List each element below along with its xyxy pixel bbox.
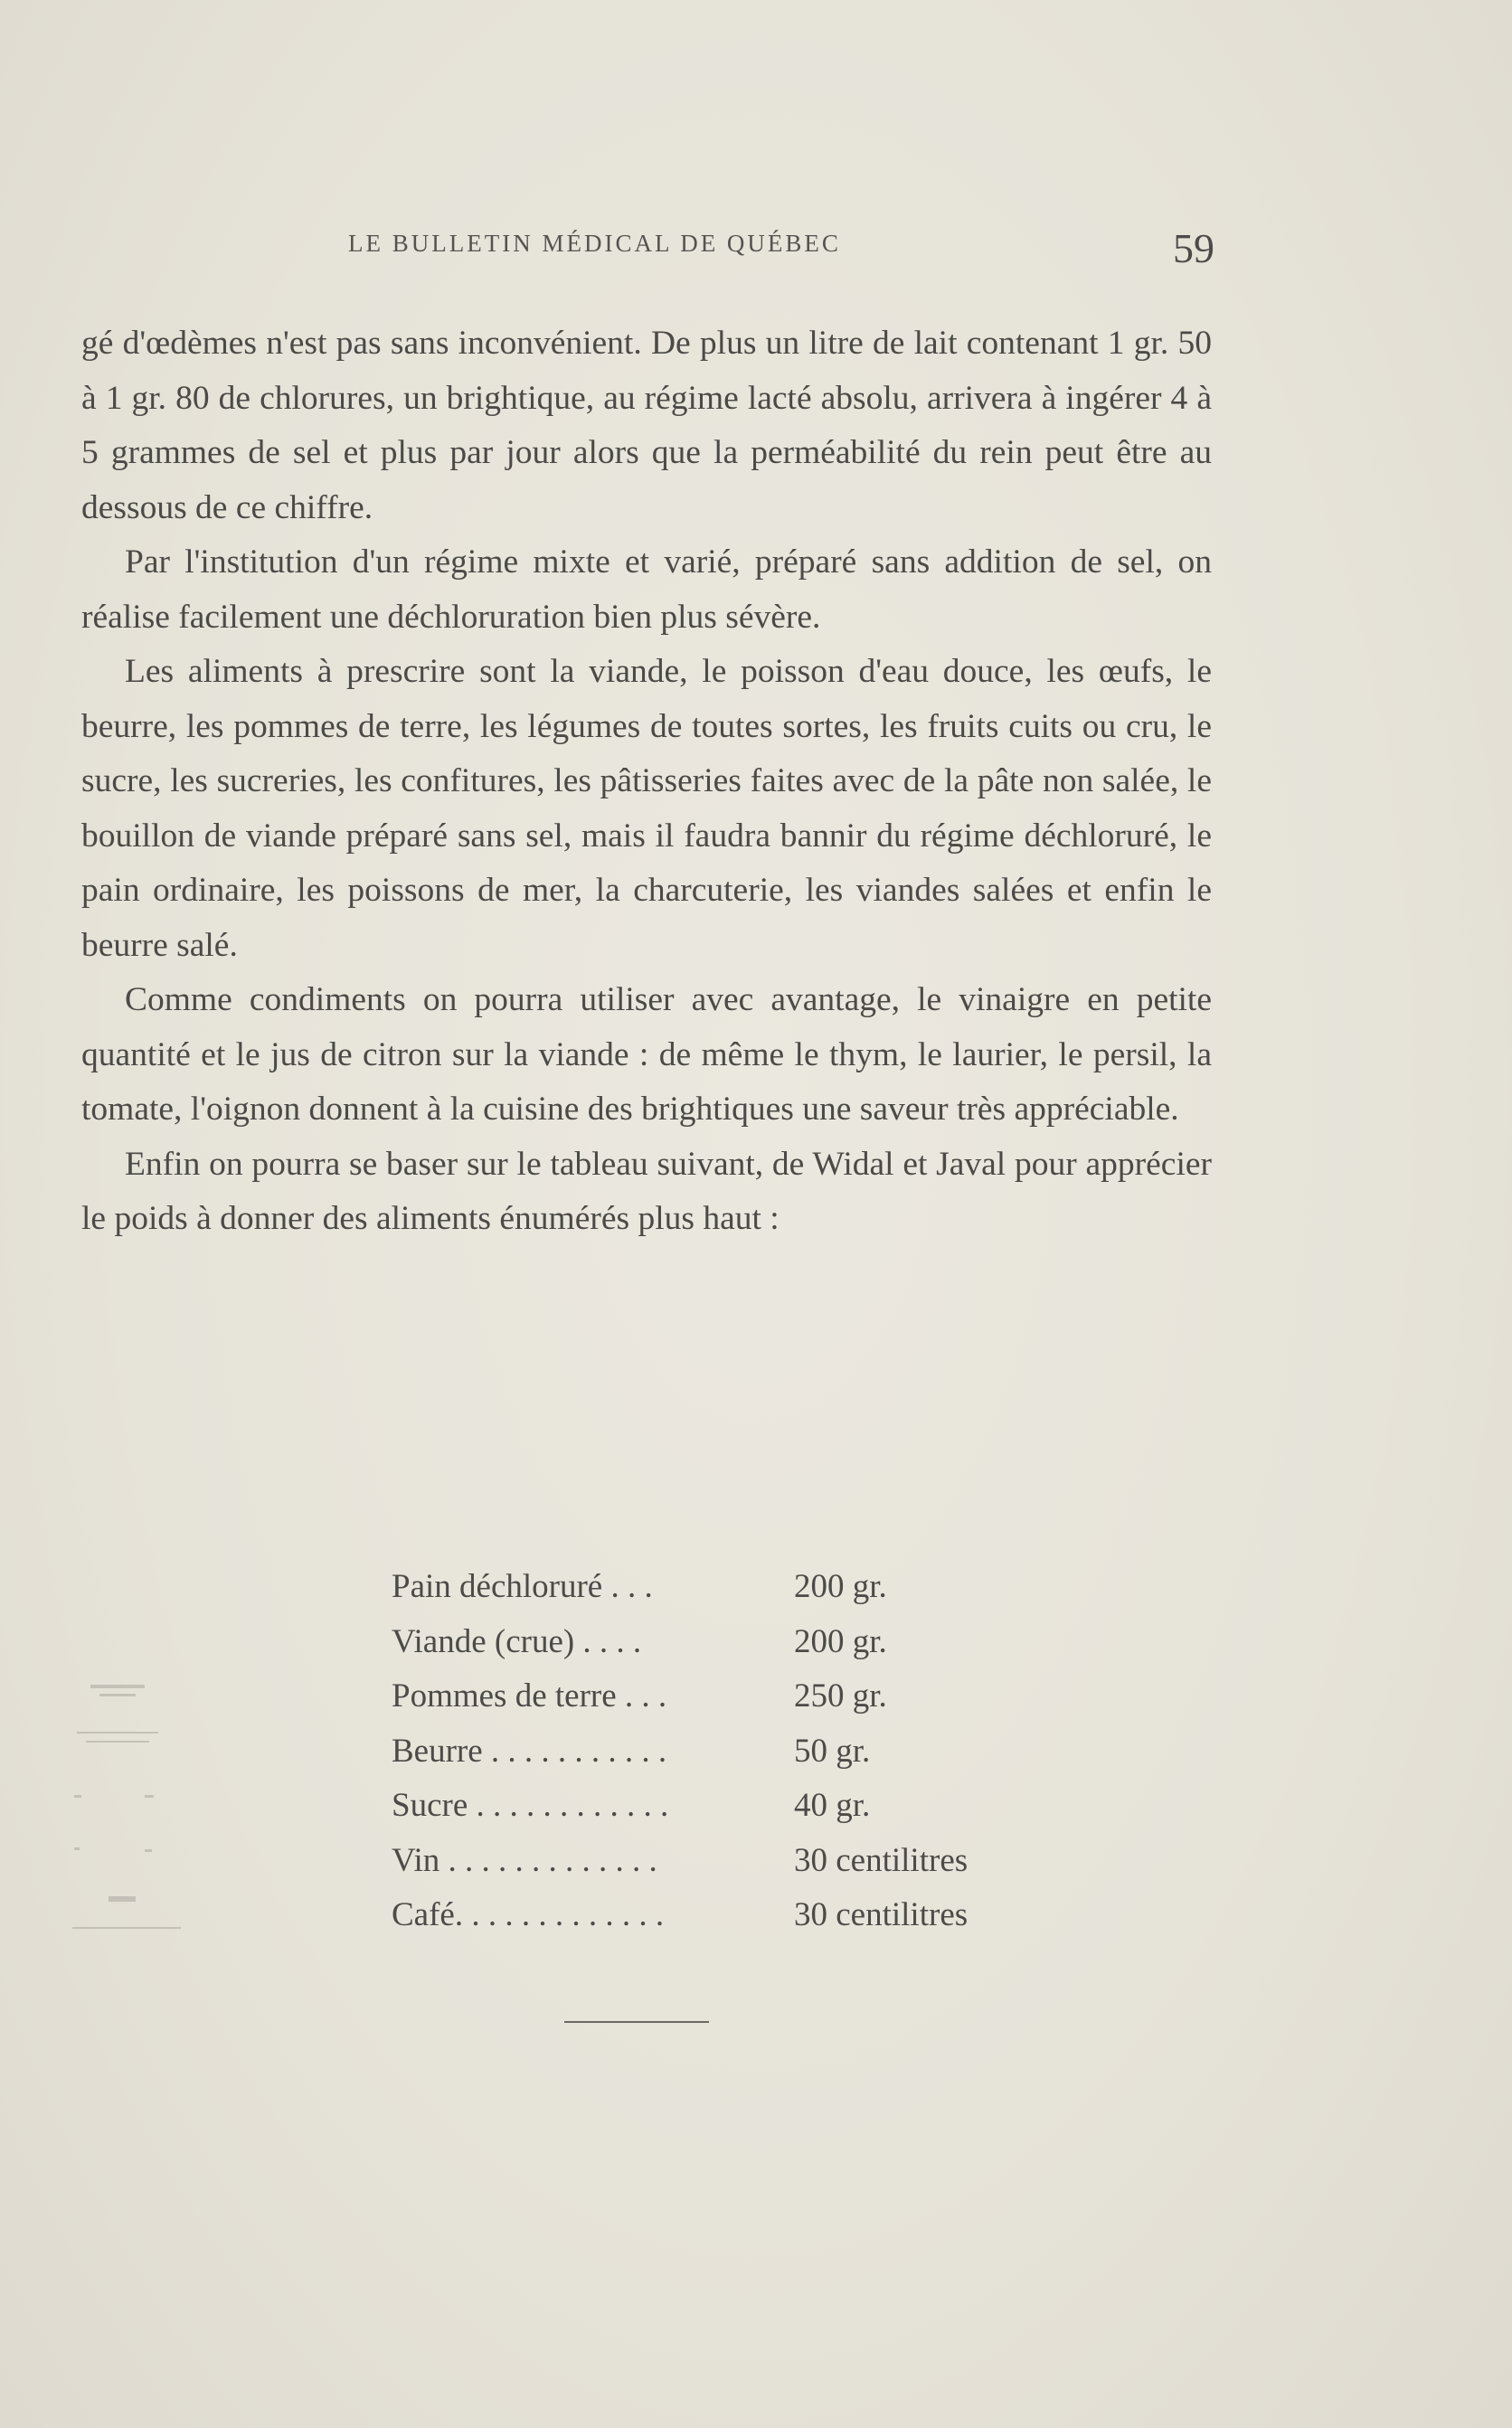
running-head: LE BULLETIN MÉDICAL DE QUÉBEC: [348, 230, 841, 257]
paragraph: Par l'institution d'un régime mixte et varié, préparé sans addition de sel, on réalise facilement une déchloruration bien plus sévère.: [81, 543, 1212, 636]
food-quantity: 250 gr.: [794, 1677, 887, 1715]
food-quantity: 30 centilitres: [794, 1841, 969, 1879]
table-row: [392, 1567, 1079, 1622]
margin-smudge: [72, 1677, 199, 1958]
food-name: Pain déchloruré . . .: [392, 1568, 653, 1605]
food-quantity: 50 gr.: [794, 1732, 871, 1770]
paragraph: Les aliments à prescrire sont la viande, le poisson d'eau douce, les œufs, le beurre, les pommes de terre, les légumes de toutes sortes, les fruits cuits ou cru, le sucre, les sucreries, les confitures, les pâtisseries faites avec de la pâte non salée, le bouillon de viande préparé sans sel, mais il faudra bannir du régime déchloruré, le pain ordinaire, les poissons de mer, la charcuterie, les viandes salées et enfin le beurre salé.: [81, 653, 1212, 964]
food-name: Vin . . . . . . . . . . . . .: [392, 1841, 657, 1879]
food-weight-table: [392, 1567, 1079, 1951]
paragraph: gé d'œdèmes n'est pas sans inconvénient. De plus un litre de lait contenant 1 gr. 50 à 1 gr. 80 de chlorures, un brightique, au régime lacté absolu, arrivera à ingérer 4 à 5 grammes de sel et plus par jour alors que la perméabilité du rein peut être au dessous de ce chiffre.: [81, 325, 1212, 526]
paragraph: Comme condiments on pourra utiliser avec avantage, le vinaigre en petite quantité et le jus de citron sur la viande : de même le thym, le laurier, le persil, la tomate, l'oignon donnent à la cuisine des brightiques une saveur très appréciable.: [81, 981, 1212, 1128]
page-header: [0, 224, 1512, 279]
food-quantity: 40 gr.: [794, 1787, 871, 1824]
body-text: [81, 316, 1212, 1247]
food-name: Café. . . . . . . . . . . . .: [392, 1896, 665, 1933]
table-row: [392, 1677, 1079, 1732]
paragraph: Enfin on pourra se baser sur le tableau suivant, de Widal et Javal pour apprécier le poids à donner des aliments énumérés plus haut :: [81, 1145, 1212, 1237]
food-name: Sucre . . . . . . . . . . . .: [392, 1787, 669, 1824]
table-row: [392, 1841, 1079, 1896]
food-quantity: 30 centilitres: [794, 1896, 969, 1933]
food-name: Pommes de terre . . .: [392, 1677, 667, 1715]
table-row: [392, 1622, 1079, 1677]
table-row: [392, 1732, 1079, 1787]
food-quantity: 200 gr.: [794, 1568, 887, 1605]
food-quantity: 200 gr.: [794, 1622, 887, 1660]
table-row: [392, 1786, 1079, 1841]
section-divider: [564, 2021, 709, 2023]
food-name: Viande (crue) . . . .: [392, 1622, 642, 1660]
food-name: Beurre . . . . . . . . . . .: [392, 1732, 667, 1770]
page-number: 59: [1173, 225, 1214, 271]
table-row: [392, 1895, 1079, 1951]
